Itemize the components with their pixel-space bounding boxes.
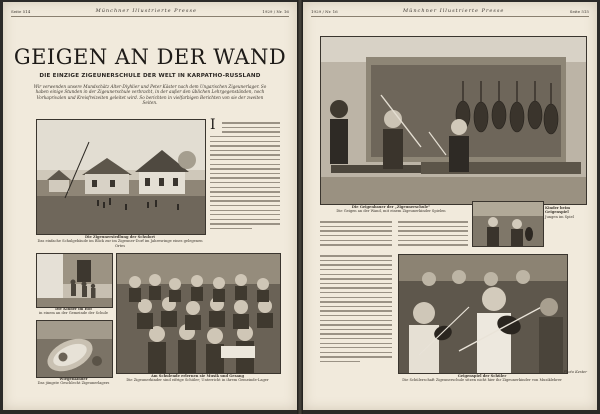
article-dropcap: I (210, 117, 216, 133)
classroom-caption-title: Am Schulende erlernen sie Musik und Gesang (150, 374, 245, 378)
children-yard-photo (36, 253, 113, 308)
right-page-number: Seite 515 (569, 8, 589, 14)
left-masthead: Münchner Illustrierte Presse (95, 8, 197, 14)
violin-wall-caption-text: Die Geigen an der Wand, mit einem Zigeunerkinder Spielen (336, 209, 446, 214)
violin-lesson-caption-title: Geigenspiel der Schüler (457, 374, 507, 378)
babies-caption (36, 377, 111, 386)
right-issue-number: 1929 / Nr. 16 (311, 8, 338, 14)
inset-image (473, 202, 543, 246)
article-subheadline: DIE EINZIGE ZIGEUNERSCHULE DER WELT IN KARPATHO-RUSSLAND (39, 73, 261, 79)
children-yard-caption (36, 307, 111, 316)
village-caption-text: Das einfache Schulgebäude im Blick zur im Zigeuner-Dorf im Jahresringe eines gelegenen Ortes (37, 239, 203, 248)
violin-lesson-photo (398, 254, 568, 374)
left-page-number: Seite 514 (11, 8, 31, 14)
children-yard-caption-text: in einem an der Gemeinde der Schule (39, 311, 108, 316)
village-photo-image (37, 120, 205, 234)
violin-wall-image (321, 37, 586, 204)
right-masthead: Münchner Illustrierte Presse (402, 8, 505, 14)
violin-wall-photo (320, 36, 587, 205)
babies-photo (36, 320, 113, 378)
article-body-column-4 (320, 252, 392, 377)
article-body-column-1 (210, 119, 280, 245)
right-page (303, 2, 597, 410)
children-yard-image (37, 254, 112, 307)
village-caption-title: Die Zigeunersiedlung der Schulort (84, 235, 156, 239)
violin-lesson-image (399, 255, 567, 373)
babies-caption-text: Das jüngste Geschlecht Zigeunerlagers (37, 381, 110, 386)
violin-wall-caption-title: Die Geigenbauer der „Zigeunerschule“ (351, 205, 431, 209)
inset-caption-title: Kinder beim Geigenspiel (545, 206, 571, 215)
babies-image (37, 321, 112, 377)
left-running-head (11, 7, 289, 17)
article-intro: Wir verwenden unsere Mundschätz Alter-Diyhlier und Peter Käster nach dem Ungarischen Zigeunerlager. So haben einige Stunden in der Zigeunerschule verbracht, in der außer den üblichen Lehrgegenständen, noch Vorkaprivalen und Kreisfreizeiten geleitet wird. So berichten in vielfarbigen Berichten von sie der zweiten Seiten. (33, 84, 267, 106)
photo-credit: Photo Kester (563, 370, 587, 374)
right-running-head (311, 7, 589, 17)
left-page (3, 2, 297, 410)
inset-caption-text: Jungen im Spiel (545, 214, 574, 219)
classroom-group-image (117, 254, 280, 373)
article-body-column-2 (320, 218, 392, 252)
violin-lesson-caption-text: Die Schülerschaft Zigeunerschule sitzen nicht hier ihr Zigeunerkinder von Musiklehrer (402, 378, 562, 383)
violin-lesson-caption (398, 374, 566, 383)
article-headline: GEIGEN AN DER WAND (13, 45, 287, 69)
inset-photo (472, 201, 544, 247)
article-body-column-3 (398, 218, 468, 252)
babies-caption-title: Wiegenkinder (59, 377, 88, 381)
village-photo-caption (36, 235, 204, 248)
left-issue-number: 1929 / Nr. 16 (262, 8, 289, 14)
inset-caption (545, 206, 589, 219)
classroom-group-photo (116, 253, 281, 374)
classroom-caption-text: Die Zigeunerkinder sind eifrige Schüler; Unterricht in ihrem Gemeinde-Lager (126, 378, 269, 383)
village-photo (36, 119, 206, 235)
children-yard-caption-title: Die Kinder im Hof (55, 307, 92, 311)
classroom-group-caption (116, 374, 279, 383)
violin-wall-caption (321, 205, 461, 214)
